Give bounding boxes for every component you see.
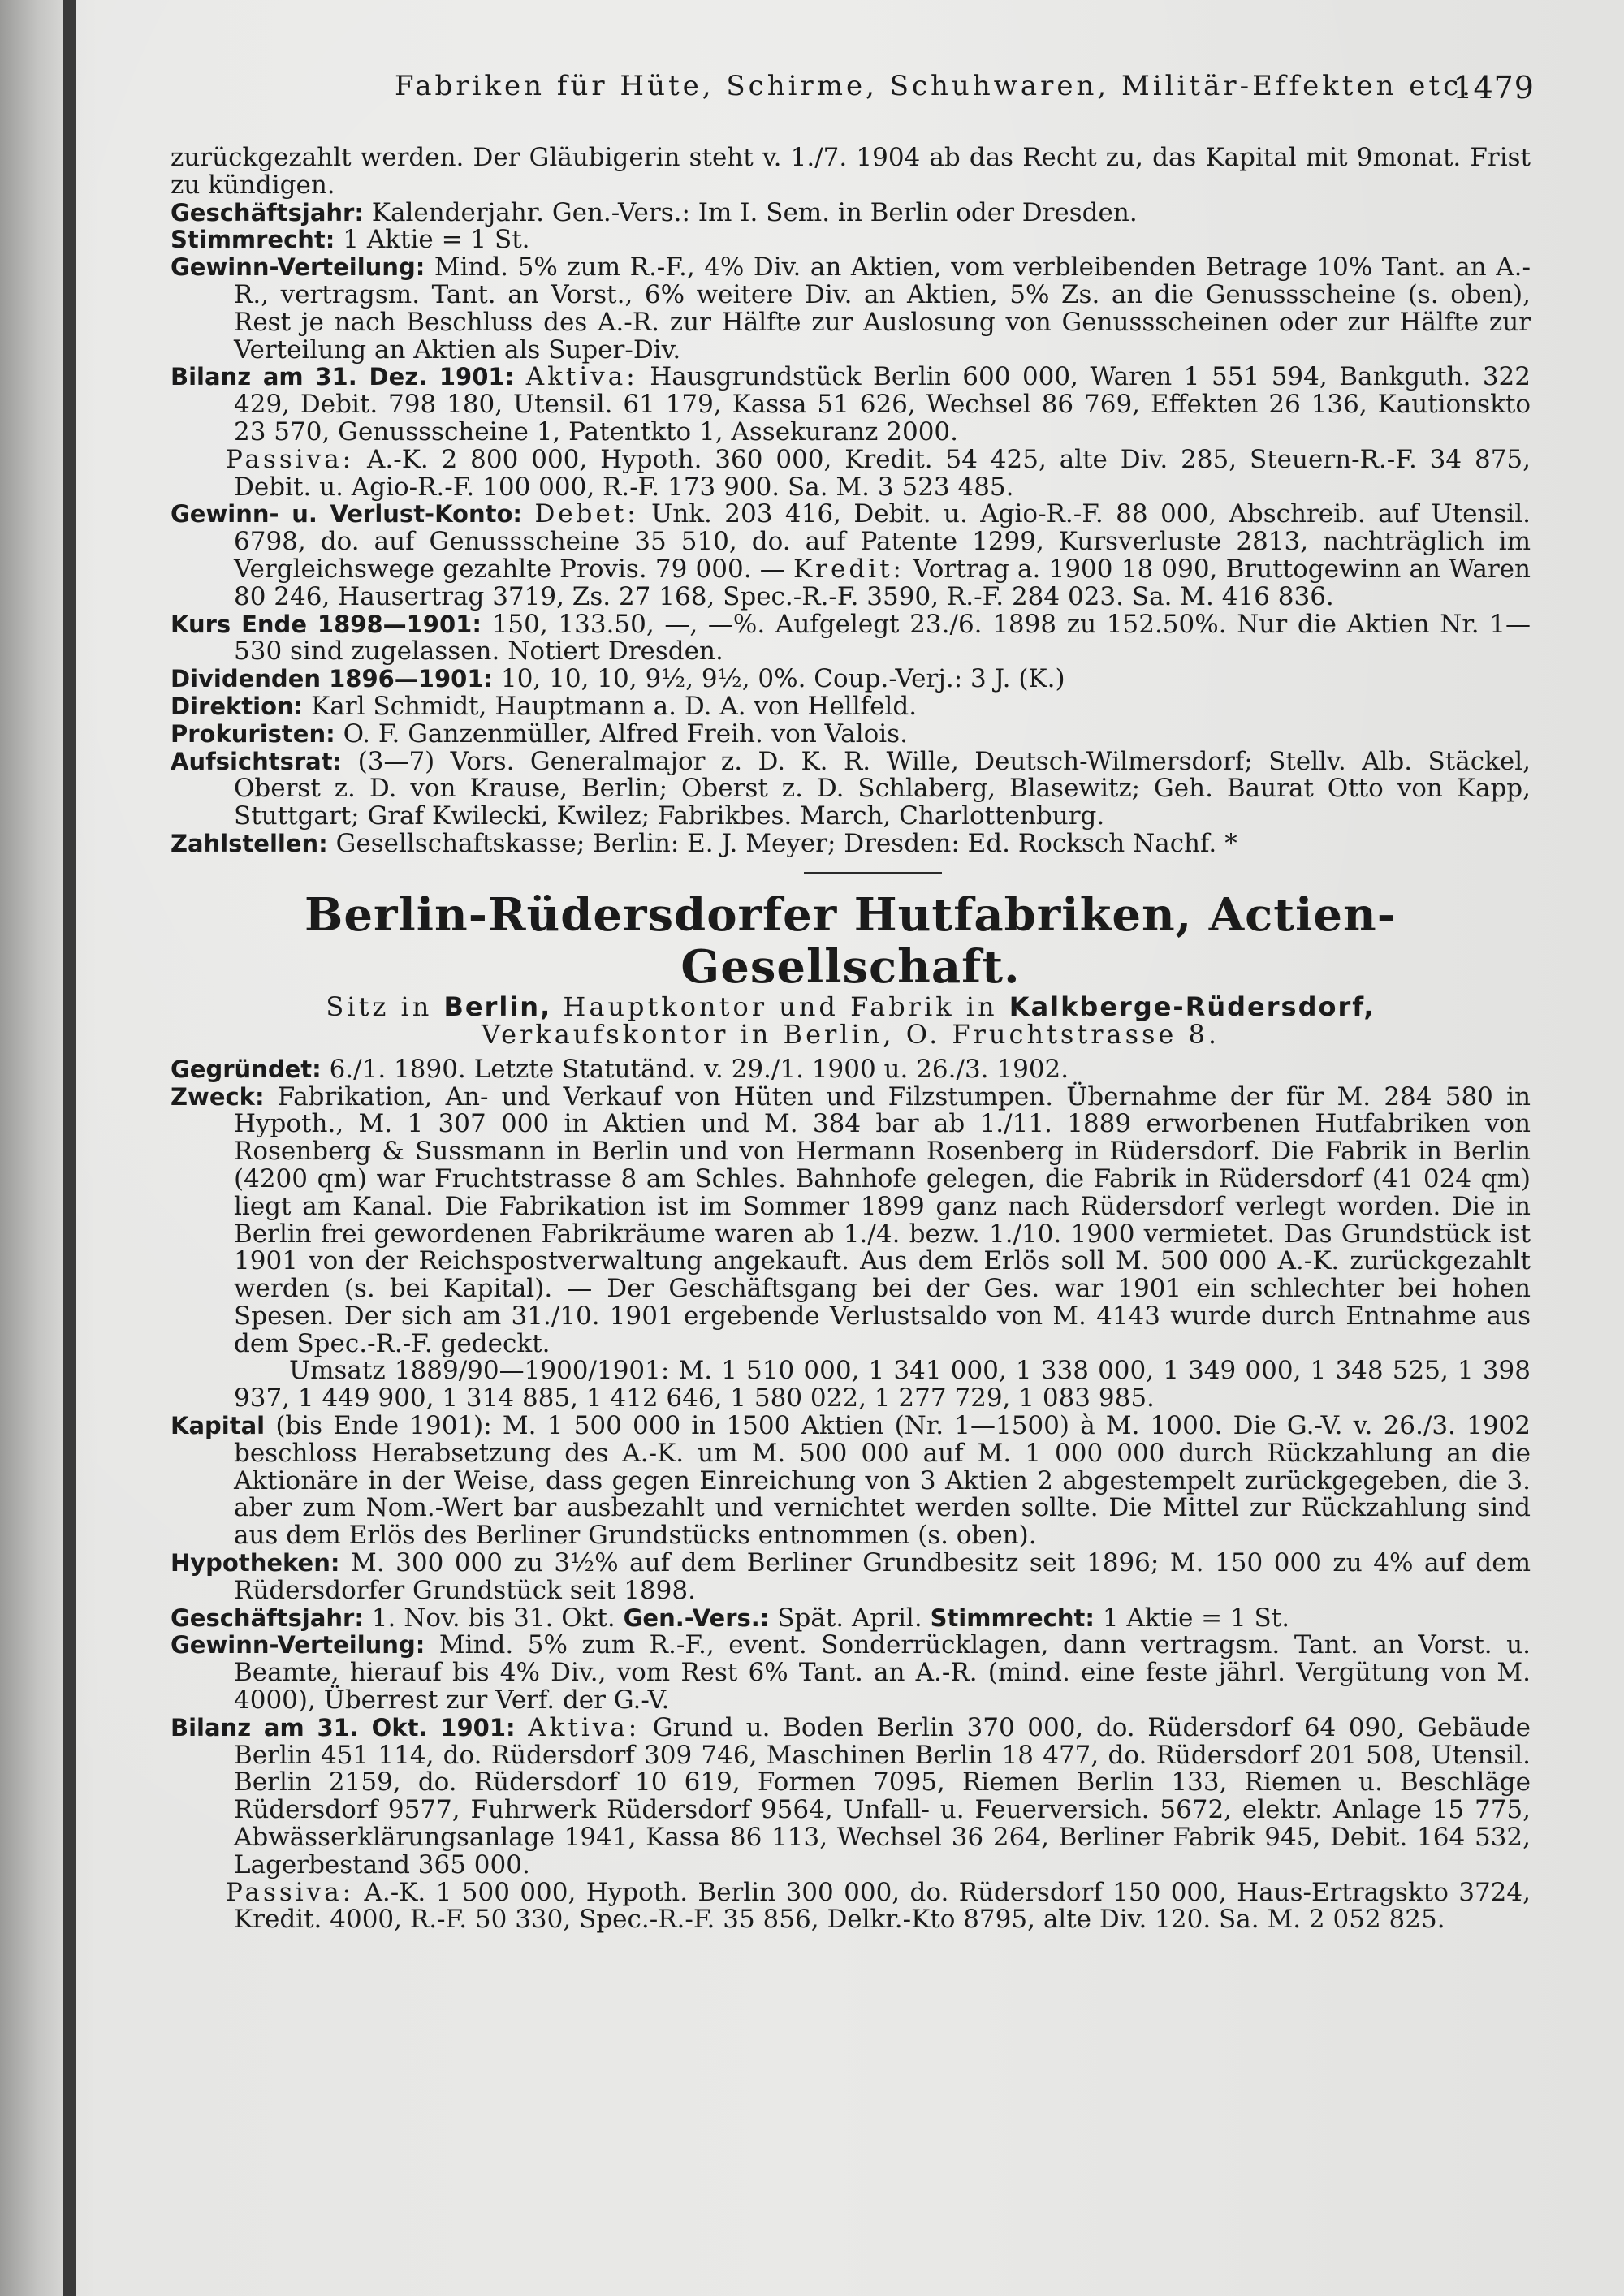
page-body <box>171 145 1531 1934</box>
page-number: 1479 <box>1453 70 1535 106</box>
company-subtitle: Sitz in Berlin, Hauptkontor und Fabrik in Kalkberge-Rüdersdorf, <box>326 990 1376 1022</box>
entry-gewinn-verlust: Gewinn- u. Verlust-Konto: Debet: Unk. 203 416, Debit. u. Agio-R.-F. 88 000, Abschreib. auf Utensil. 6798, do. auf Genussscheine 35 510, do. auf Patente 1299, Kursverluste 2813, nachträglich im Vergleichswege gezahlte Provis. 79 000. — Kredit: Vortrag a. 1900 18 090, Bruttogewinn an Waren 80 246, Hausertrag 3719, Zs. 27 168, Spec.-R.-F. 3590, R.-F. 284 023. Sa. M. 416 836. <box>171 499 1531 611</box>
company-title: Berlin-Rüdersdorfer Hutfabriken, Actien-Gesellschaft. <box>304 887 1397 994</box>
entry-umsatz: Umsatz 1889/90—1900/1901: M. 1 510 000, 1 341 000, 1 338 000, 1 349 000, 1 348 525, 1 398 937, 1 449 900, 1 314 885, 1 412 646, 1 580 022, 1 277 729, 1 083 985. <box>234 1356 1531 1413</box>
entry-direktion: Direktion: Karl Schmidt, Hauptmann a. D. A. von Hellfeld. <box>171 691 918 721</box>
entry-bilanz-2: Bilanz am 31. Okt. 1901: Aktiva: Grund u. Boden Berlin 370 000, do. Rüdersdorf 64 090, Gebäude Berlin 451 114, do. Rüdersdorf 309 746, Maschinen Berlin 18 477, do. Rüdersdorf 201 508, Utensil. Berlin 2159, do. Rüdersdorf 10 619, Formen 7095, Riemen Berlin 133, Riemen u. Beschläge Rüdersdorf 9577, Fuhrwerk Rüdersdorf 9564, Unfall- u. Feuerversich. 5672, elektr. Anlage 15 775, Abwässerklärungsanlage 1941, Kassa 86 113, Wechsel 36 264, Berliner Fabrik 945, Debit. 164 532, Lagerbestand 365 000. <box>171 1712 1531 1880</box>
entry-gegruendet: Gegründet: 6./1. 1890. Letzte Statutänd. v. 29./1. 1900 u. 26./3. 1902. <box>171 1054 1069 1084</box>
entry-bilanz-passiva: Passiva: A.-K. 2 800 000, Hypoth. 360 000, Kredit. 54 425, alte Div. 285, Steuern-R.-F. 34 875, Debit. u. Agio-R.-F. 100 000, R.-F. 173 900. Sa. M. 3 523 485. <box>226 444 1531 502</box>
entry-kurs: Kurs Ende 1898—1901: 150, 133.50, —, —%. Aufgelegt 23./6. 1898 zu 152.50%. Nur die Aktien Nr. 1—530 sind zugelassen. Notiert Dresden. <box>171 609 1531 667</box>
page-left-margin <box>0 0 63 2296</box>
entry-aufsichtsrat: Aufsichtsrat: (3—7) Vors. Generalmajor z. D. K. R. Wille, Deutsch-Wilmersdorf; Stellv. Alb. Stäckel, Oberst z. D. von Krause, Berlin; Oberst z. D. Schlaberg, Blasewitz; Geh. Baurat Otto von Kapp, Stuttgart; Graf Kwilecki, Kwilez; Fabrikbes. March, Charlottenburg. <box>171 746 1531 831</box>
entry-hypotheken: Hypotheken: M. 300 000 zu 3½% auf dem Berliner Grundbesitz seit 1896; M. 150 000 zu 4% auf dem Rüdersdorfer Grundstück seit 1898. <box>171 1548 1531 1605</box>
entry-gewinn-verteilung: Gewinn-Verteilung: Mind. 5% zum R.-F., 4% Div. an Aktien, vom verbleibenden Betrage 10% Tant. an A.-R., vertragsm. Tant. an Vorst., 6% weitere Div. an Aktien, 5% Zs. an die Genussscheine (s. oben), Rest je nach Beschluss des A.-R. zur Hälfte zur Auslosung von Genussscheinen oder zur Hälfte zur Verteilung an Aktien als Super-Div. <box>171 252 1531 365</box>
entry-dividenden: Dividenden 1896—1901: 10, 10, 10, 9½, 9½, 0%. Coup.-Verj.: 3 J. (K.) <box>171 664 1065 694</box>
running-head <box>382 70 1535 110</box>
binding-edge <box>63 0 76 2296</box>
section-divider <box>171 858 1531 889</box>
entry-geschaeftsjahr: Geschäftsjahr: Kalenderjahr. Gen.-Vers.: Im I. Sem. in Berlin oder Dresden. <box>171 197 1138 227</box>
entry-geschaeftsjahr-2: Geschäftsjahr: 1. Nov. bis 31. Okt. Gen.-Vers.: Spät. April. Stimmrecht: 1 Aktie = 1 St. <box>171 1603 1290 1633</box>
entry-prokuristen: Prokuristen: O. F. Ganzenmüller, Alfred Freih. von Valois. <box>171 719 908 749</box>
entry-zahlstellen: Zahlstellen: Gesellschaftskasse; Berlin: E. J. Meyer; Dresden: Ed. Rocksch Nachf. * <box>171 828 1237 858</box>
running-head-title: Fabriken für Hüte, Schirme, Schuhwaren, Militär-Effekten etc. <box>395 70 1474 102</box>
entry-bilanz-2-passiva: Passiva: A.-K. 1 500 000, Hypoth. Berlin 300 000, do. Rüdersdorf 150 000, Haus-Ertragskto 3724, Kredit. 4000, R.-F. 50 330, Spec.-R.-F. 35 856, Delkr.-Kto 8795, alte Div. 120. Sa. M. 2 052 825. <box>226 1877 1531 1935</box>
continuation-paragraph: zurückgezahlt werden. Der Gläubigerin steht v. 1./7. 1904 ab das Recht zu, das Kapital mit 9monat. Frist zu kündigen. <box>171 143 1531 200</box>
entry-bilanz: Bilanz am 31. Dez. 1901: Aktiva: Hausgrundstück Berlin 600 000, Waren 1 551 594, Bankguth. 322 429, Debit. 798 180, Utensil. 61 179, Kassa 51 626, Wechsel 86 769, Effekten 26 136, Kautionskto 23 570, Genussscheine 1, Patentkto 1, Assekuranz 2000. <box>171 362 1531 447</box>
company-subtitle-2: Verkaufskontor in Berlin, O. Fruchtstrasse 8. <box>481 1018 1220 1050</box>
entry-kapital: Kapital (bis Ende 1901): M. 1 500 000 in 1500 Aktien (Nr. 1—1500) à M. 1000. Die G.-V. v. 26./3. 1902 beschloss Herabsetzung des A.-K. um M. 500 000 auf M. 1 000 000 durch Rückzahlung an die Aktionäre in der Weise, dass gegen Einreichung von 3 Aktien 2 abgestempelt zurückgegeben, die 3. aber zum Nom.-Wert bar ausbezahlt und vernichtet werden sollte. Die Mittel zur Rückzahlung sind aus dem Erlös des Berliner Grundstücks entnommen (s. oben). <box>171 1411 1531 1551</box>
entry-gewinn-verteilung-2: Gewinn-Verteilung: Mind. 5% zum R.-F., event. Sonderrücklagen, dann vertragsm. Tant. an Vorst. u. Beamte, hierauf bis 4% Div., vom Rest 6% Tant. an A.-R. (mind. eine feste jährl. Vergütung von M. 4000), Überrest zur Verf. der G.-V. <box>171 1630 1531 1716</box>
star-mark: * <box>1224 828 1237 858</box>
entry-stimmrecht: Stimmrecht: 1 Aktie = 1 St. <box>171 225 530 255</box>
divider-line <box>804 872 942 874</box>
entry-zweck: Zweck: Fabrikation, An- und Verkauf von Hüten und Filzstumpen. Übernahme der für M. 284 580 in Hypoth., M. 1 307 000 in Aktien und M. 384 bar ab 1./11. 1889 erworbenen Hutfabriken von Rosenberg & Sussmann in Berlin und von Hermann Rosenberg in Rüdersdorf. Die Fabrik in Berlin (4200 qm) war Fruchtstrasse 8 am Schles. Bahnhofe gelegen, die Fabrik in Rüdersdorf (41 024 qm) liegt am Kanal. Die Fabrikation ist im Sommer 1899 ganz nach Rüdersdorf verlegt worden. Die in Berlin frei gewordenen Fabrikräume waren ab 1./4. bezw. 1./10. 1900 vermietet. Das Grundstück ist 1901 von der Reichspostverwaltung angekauft. Aus dem Erlös soll M. 500 000 A.-K. zurückgezahlt werden (s. bei Kapital). — Der Geschäftsgang bei der Ges. war 1901 ein schlechter bei hohen Spesen. Der sich am 31./10. 1901 ergebende Verlustsaldo von M. 4143 wurde durch Entnahme aus dem Spec.-R.-F. gedeckt. <box>171 1081 1531 1358</box>
